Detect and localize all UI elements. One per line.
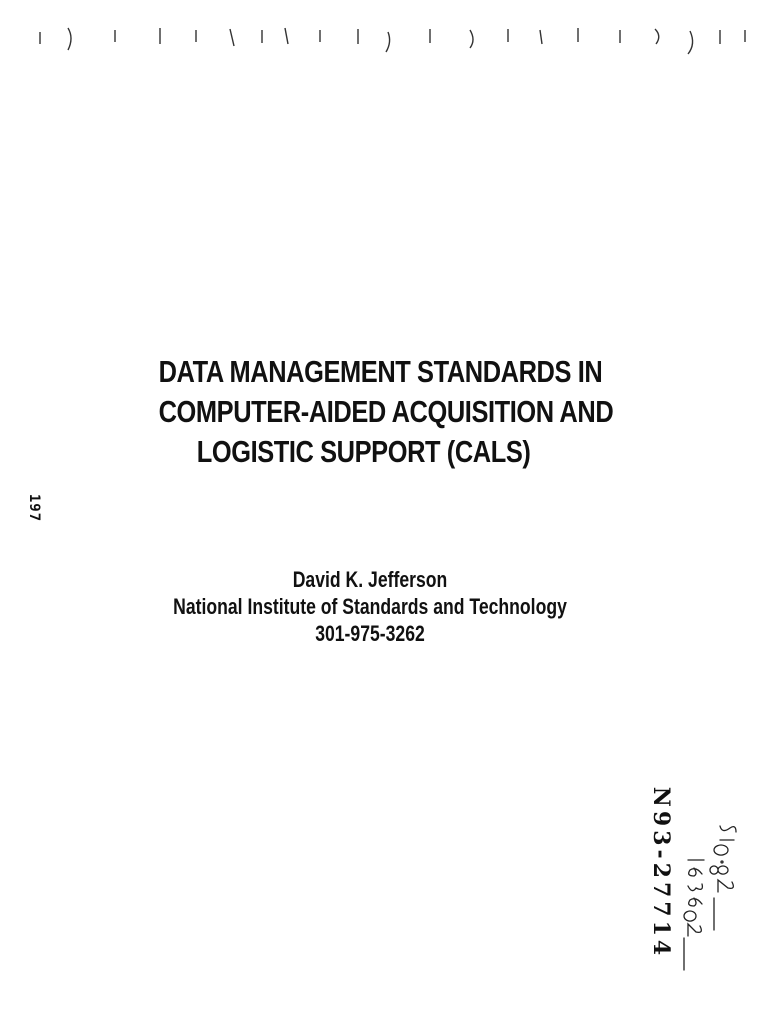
page-number: 197 <box>26 493 43 523</box>
author-phone: 301-975-3262 <box>315 621 425 646</box>
title-line-2: COMPUTER-AIDED ACQUISITION AND <box>158 394 614 429</box>
title-line-1: DATA MANAGEMENT STANDARDS IN <box>158 354 603 389</box>
scan-edge-marks-graphic <box>30 20 760 60</box>
author-affiliation: National Institute of Standards and Technology <box>173 594 567 619</box>
author-name: David K. Jefferson <box>292 567 448 592</box>
title-line-3: LOGISTIC SUPPORT (CALS) <box>196 434 531 469</box>
handwritten-note <box>680 820 740 980</box>
accession-stamp: N93-27714 <box>648 786 675 960</box>
handwritten-note-graphic <box>680 820 740 980</box>
document-title <box>158 352 614 472</box>
scan-edge-marks <box>30 20 760 60</box>
author-block <box>170 566 570 647</box>
